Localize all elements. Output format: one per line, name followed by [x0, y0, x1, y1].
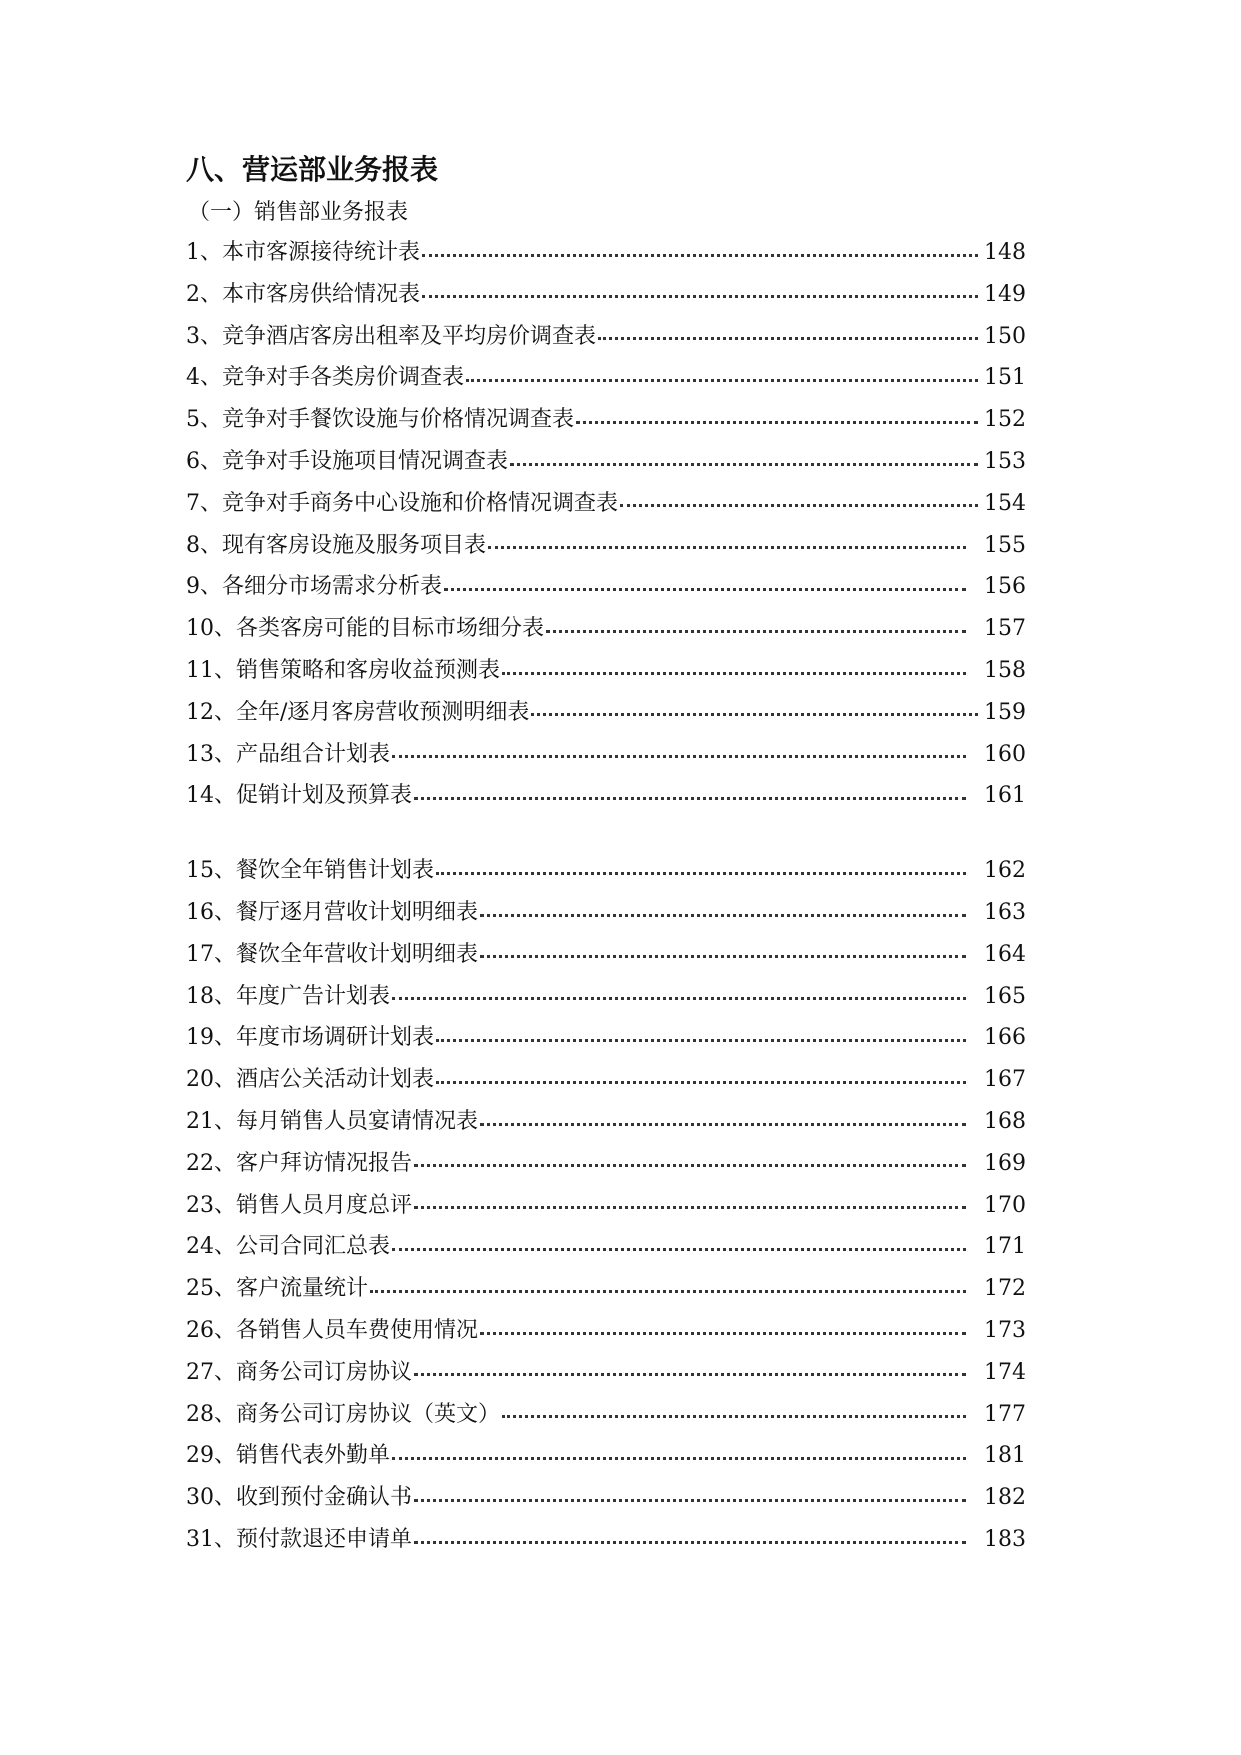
- toc-page-number: 167: [984, 1067, 1026, 1093]
- toc-entry-label: 24、公司合同汇总表: [186, 1234, 390, 1260]
- toc-entry-label: 30、收到预付金确认书: [186, 1485, 412, 1511]
- section-heading: 八、营运部业务报表: [186, 153, 439, 186]
- toc-leader-dots: [444, 588, 966, 591]
- toc-leader-dots: [392, 755, 966, 758]
- toc-page-number: 183: [984, 1527, 1026, 1552]
- toc-leader-dots: [466, 379, 978, 382]
- toc-entry-label: 6、竞争对手设施项目情况调查表: [186, 449, 508, 474]
- toc-page-number: 166: [984, 1025, 1026, 1051]
- toc-entry-label: 2、本市客房供给情况表: [186, 281, 420, 307]
- toc-page-number: 168: [984, 1109, 1026, 1134]
- toc-page-number: 161: [984, 783, 1026, 809]
- toc-entry-label: 20、酒店公关活动计划表: [186, 1067, 434, 1093]
- toc-entry-label: 26、各销售人员车费使用情况: [186, 1318, 478, 1343]
- toc-page-number: 169: [984, 1150, 1026, 1176]
- toc-page-number: 171: [984, 1234, 1026, 1260]
- toc-entry: [186, 1481, 1026, 1515]
- toc-page-number: 149: [984, 281, 1026, 307]
- toc-page-number: 155: [984, 532, 1026, 558]
- toc-page-number: 148: [984, 240, 1026, 265]
- toc-page-number: 165: [984, 983, 1026, 1009]
- toc-entry: [186, 445, 1026, 479]
- toc-entry: [186, 854, 1026, 888]
- toc-entry: [186, 779, 1026, 813]
- toc-leader-dots: [598, 337, 978, 340]
- toc-entry: [186, 1021, 1026, 1055]
- toc-entry-label: 29、销售代表外勤单: [186, 1443, 390, 1469]
- toc-entry: [186, 1523, 1026, 1557]
- toc-page-number: 173: [984, 1318, 1026, 1343]
- toc-entry: [186, 1356, 1026, 1390]
- toc-entry-label: 25、客户流量统计: [186, 1276, 368, 1302]
- toc-entry: [186, 1230, 1026, 1264]
- toc-leader-dots: [502, 672, 966, 675]
- toc-entry-label: 13、产品组合计划表: [186, 741, 390, 767]
- toc-entry: [186, 278, 1026, 312]
- toc-leader-dots: [480, 955, 966, 958]
- toc-page-number: 159: [984, 699, 1026, 725]
- toc-page-number: 164: [984, 941, 1026, 967]
- toc-leader-dots: [436, 1039, 966, 1042]
- toc-entry: [186, 1314, 1026, 1348]
- toc-leader-dots: [576, 421, 978, 424]
- toc-page-number: 152: [984, 407, 1026, 433]
- toc-entry: [186, 361, 1026, 395]
- toc-page-number: 153: [984, 449, 1026, 474]
- toc-page-number: 181: [984, 1443, 1026, 1469]
- toc-leader-dots: [436, 1081, 966, 1084]
- toc-entry-label: 27、商务公司订房协议: [186, 1359, 412, 1385]
- toc-leader-dots: [414, 797, 966, 800]
- toc-entry: [186, 738, 1026, 772]
- toc-entry: [186, 570, 1026, 604]
- toc-entry-label: 10、各类客房可能的目标市场细分表: [186, 616, 544, 642]
- toc-entry: [186, 403, 1026, 437]
- toc-leader-dots: [392, 1248, 966, 1251]
- toc-leader-dots: [480, 1332, 966, 1335]
- toc-page-number: 177: [984, 1401, 1026, 1427]
- toc-leader-dots: [414, 1206, 966, 1209]
- toc-page-number: 154: [984, 490, 1026, 516]
- toc-entry-label: 7、竞争对手商务中心设施和价格情况调查表: [186, 490, 618, 516]
- toc-page-number: 162: [984, 858, 1026, 884]
- toc-entry-label: 12、全年/逐月客房营收预测明细表: [186, 699, 530, 725]
- toc-entry: [186, 236, 1026, 270]
- toc-entry-label: 31、预付款退还申请单: [186, 1527, 412, 1552]
- toc-entry: [186, 938, 1026, 972]
- toc-leader-dots: [422, 295, 978, 298]
- toc-entry-label: 16、餐厅逐月营收计划明细表: [186, 900, 478, 925]
- toc-leader-dots: [620, 504, 978, 507]
- toc-entry: [186, 654, 1026, 688]
- toc-entry-label: 22、客户拜访情况报告: [186, 1150, 412, 1176]
- toc-leader-dots: [422, 254, 978, 257]
- toc-page-number: 163: [984, 900, 1026, 925]
- toc-page-number: 174: [984, 1359, 1026, 1385]
- toc-entry-label: 3、竞争酒店客房出租率及平均房价调查表: [186, 323, 596, 349]
- toc-leader-dots: [370, 1290, 966, 1293]
- toc-leader-dots: [414, 1541, 966, 1544]
- toc-leader-dots: [414, 1164, 966, 1167]
- toc-entry-label: 5、竞争对手餐饮设施与价格情况调查表: [186, 407, 574, 433]
- toc-entry: [186, 1063, 1026, 1097]
- toc-entry: [186, 487, 1026, 521]
- toc-entry-label: 19、年度市场调研计划表: [186, 1025, 434, 1051]
- toc-entry-label: 11、销售策略和客房收益预测表: [186, 658, 500, 683]
- toc-entry: [186, 612, 1026, 646]
- toc-entry-label: 21、每月销售人员宴请情况表: [186, 1109, 478, 1134]
- toc-entry: [186, 1189, 1026, 1223]
- toc-entry-label: 4、竞争对手各类房价调查表: [186, 365, 464, 391]
- toc-entry-label: 8、现有客房设施及服务项目表: [186, 532, 486, 558]
- toc-entry: [186, 1272, 1026, 1306]
- toc-page-number: 172: [984, 1276, 1026, 1302]
- toc-entry-label: 28、商务公司订房协议（英文）: [186, 1401, 500, 1427]
- toc-entry: [186, 1398, 1026, 1432]
- toc-leader-dots: [414, 1499, 966, 1502]
- toc-leader-dots: [546, 630, 966, 633]
- toc-page-number: 158: [984, 658, 1026, 683]
- toc-leader-dots: [414, 1373, 966, 1376]
- toc-entry-label: 23、销售人员月度总评: [186, 1192, 412, 1218]
- toc-leader-dots: [510, 463, 978, 466]
- toc-page-number: 156: [984, 574, 1026, 600]
- toc-leader-dots: [488, 546, 966, 549]
- toc-leader-dots: [502, 1415, 966, 1418]
- toc-entry-label: 1、本市客源接待统计表: [186, 240, 420, 265]
- toc-entry: [186, 320, 1026, 354]
- toc-entry: [186, 696, 1026, 730]
- toc-leader-dots: [436, 872, 966, 875]
- toc-entry-label: 17、餐饮全年营收计划明细表: [186, 941, 478, 967]
- toc-leader-dots: [480, 1123, 966, 1126]
- toc-page-number: 157: [984, 616, 1026, 642]
- toc-page-number: 160: [984, 741, 1026, 767]
- toc-page-number: 182: [984, 1485, 1026, 1511]
- toc-page-number: 151: [984, 365, 1026, 391]
- toc-entry: [186, 1105, 1026, 1139]
- toc-entry-label: 14、促销计划及预算表: [186, 783, 412, 809]
- toc-entry-label: 9、各细分市场需求分析表: [186, 574, 442, 600]
- toc-entry: [186, 1439, 1026, 1473]
- subsection-heading: （一）销售部业务报表: [188, 200, 409, 225]
- toc-leader-dots: [392, 997, 966, 1000]
- toc-page-number: 150: [984, 323, 1026, 349]
- toc-entry-label: 18、年度广告计划表: [186, 983, 390, 1009]
- toc-leader-dots: [480, 914, 966, 917]
- toc-page-number: 170: [984, 1192, 1026, 1218]
- toc-entry: [186, 980, 1026, 1014]
- toc-leader-dots: [531, 713, 978, 716]
- toc-leader-dots: [392, 1457, 966, 1460]
- toc-entry: [186, 896, 1026, 930]
- toc-entry-label: 15、餐饮全年销售计划表: [186, 858, 434, 884]
- toc-entry: [186, 1147, 1026, 1181]
- toc-entry: [186, 529, 1026, 563]
